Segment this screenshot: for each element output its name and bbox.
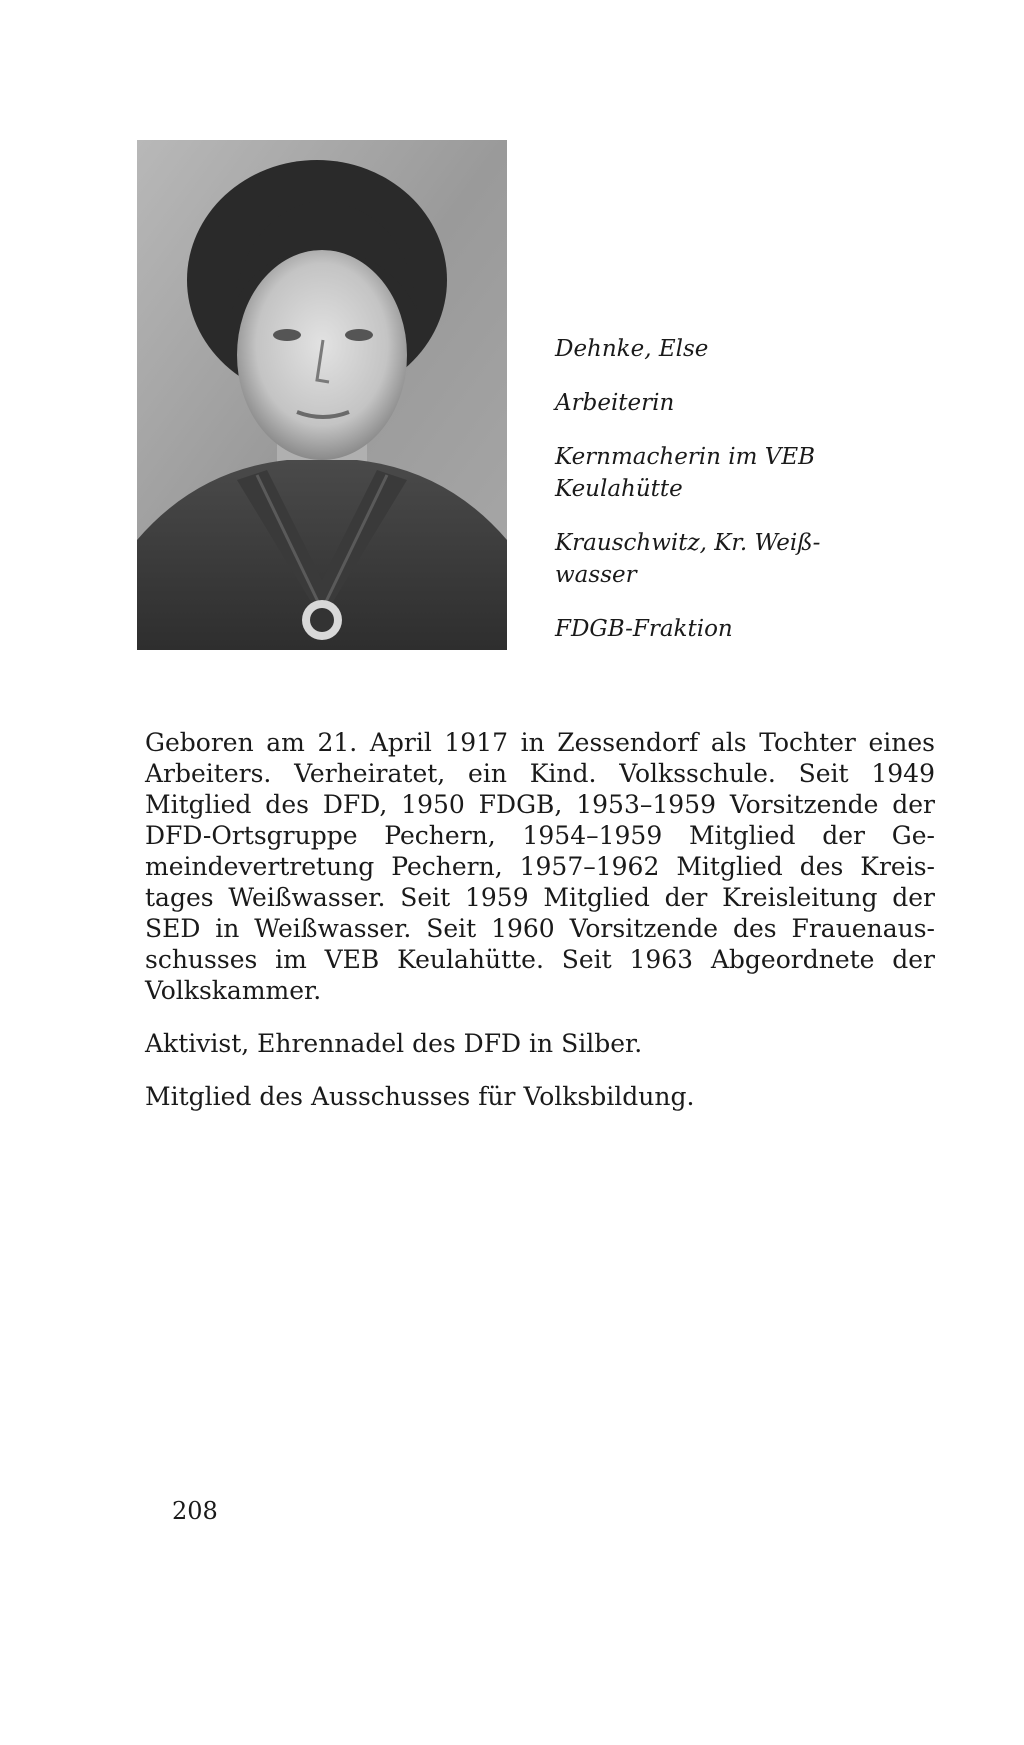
bio-line: Arbeiters. Verheiratet, ein Kind. Volksschule. Seit 1949 bbox=[145, 759, 935, 788]
person-faction: FDGB-Fraktion bbox=[555, 616, 733, 642]
bio-line: tages Weißwasser. Seit 1959 Mitglied der Kreisleitung der bbox=[145, 883, 935, 912]
bio-line: Mitglied des DFD, 1950 FDGB, 1953–1959 Vorsitzende der bbox=[145, 790, 935, 819]
awards-paragraph: Aktivist, Ehrennadel des DFD in Silber. bbox=[145, 1029, 643, 1058]
bio-line: Geboren am 21. April 1917 in Zessendorf als Tochter eines bbox=[145, 728, 935, 757]
page-number: 208 bbox=[172, 1497, 218, 1525]
biography-paragraph bbox=[145, 727, 935, 1006]
bio-line: DFD-Ortsgruppe Pechern, 1954–1959 Mitglied der Ge- bbox=[145, 821, 935, 850]
biography bbox=[145, 727, 935, 1112]
committee-paragraph: Mitglied des Ausschusses für Volksbildung. bbox=[145, 1082, 695, 1111]
person-residence-line2: wasser bbox=[555, 562, 637, 588]
portrait-photo bbox=[137, 140, 507, 650]
person-workplace-line1: Kernmacherin im VEB bbox=[555, 444, 816, 470]
person-occupation: Arbeiterin bbox=[555, 390, 675, 416]
bio-line: Volkskammer. bbox=[145, 976, 322, 1005]
portrait-photo-icon bbox=[137, 140, 507, 650]
person-summary bbox=[555, 333, 915, 645]
bio-line: schusses im VEB Keulahütte. Seit 1963 Abgeordnete der bbox=[145, 945, 935, 974]
bio-line: meindevertretung Pechern, 1957–1962 Mitglied des Kreis- bbox=[145, 852, 935, 881]
person-workplace-line2: Keulahütte bbox=[555, 476, 683, 502]
person-residence-line1: Krauschwitz, Kr. Weiß- bbox=[555, 530, 821, 556]
person-name: Dehnke, Else bbox=[555, 336, 709, 362]
bio-line: SED in Weißwasser. Seit 1960 Vorsitzende des Frauenaus- bbox=[145, 914, 935, 943]
